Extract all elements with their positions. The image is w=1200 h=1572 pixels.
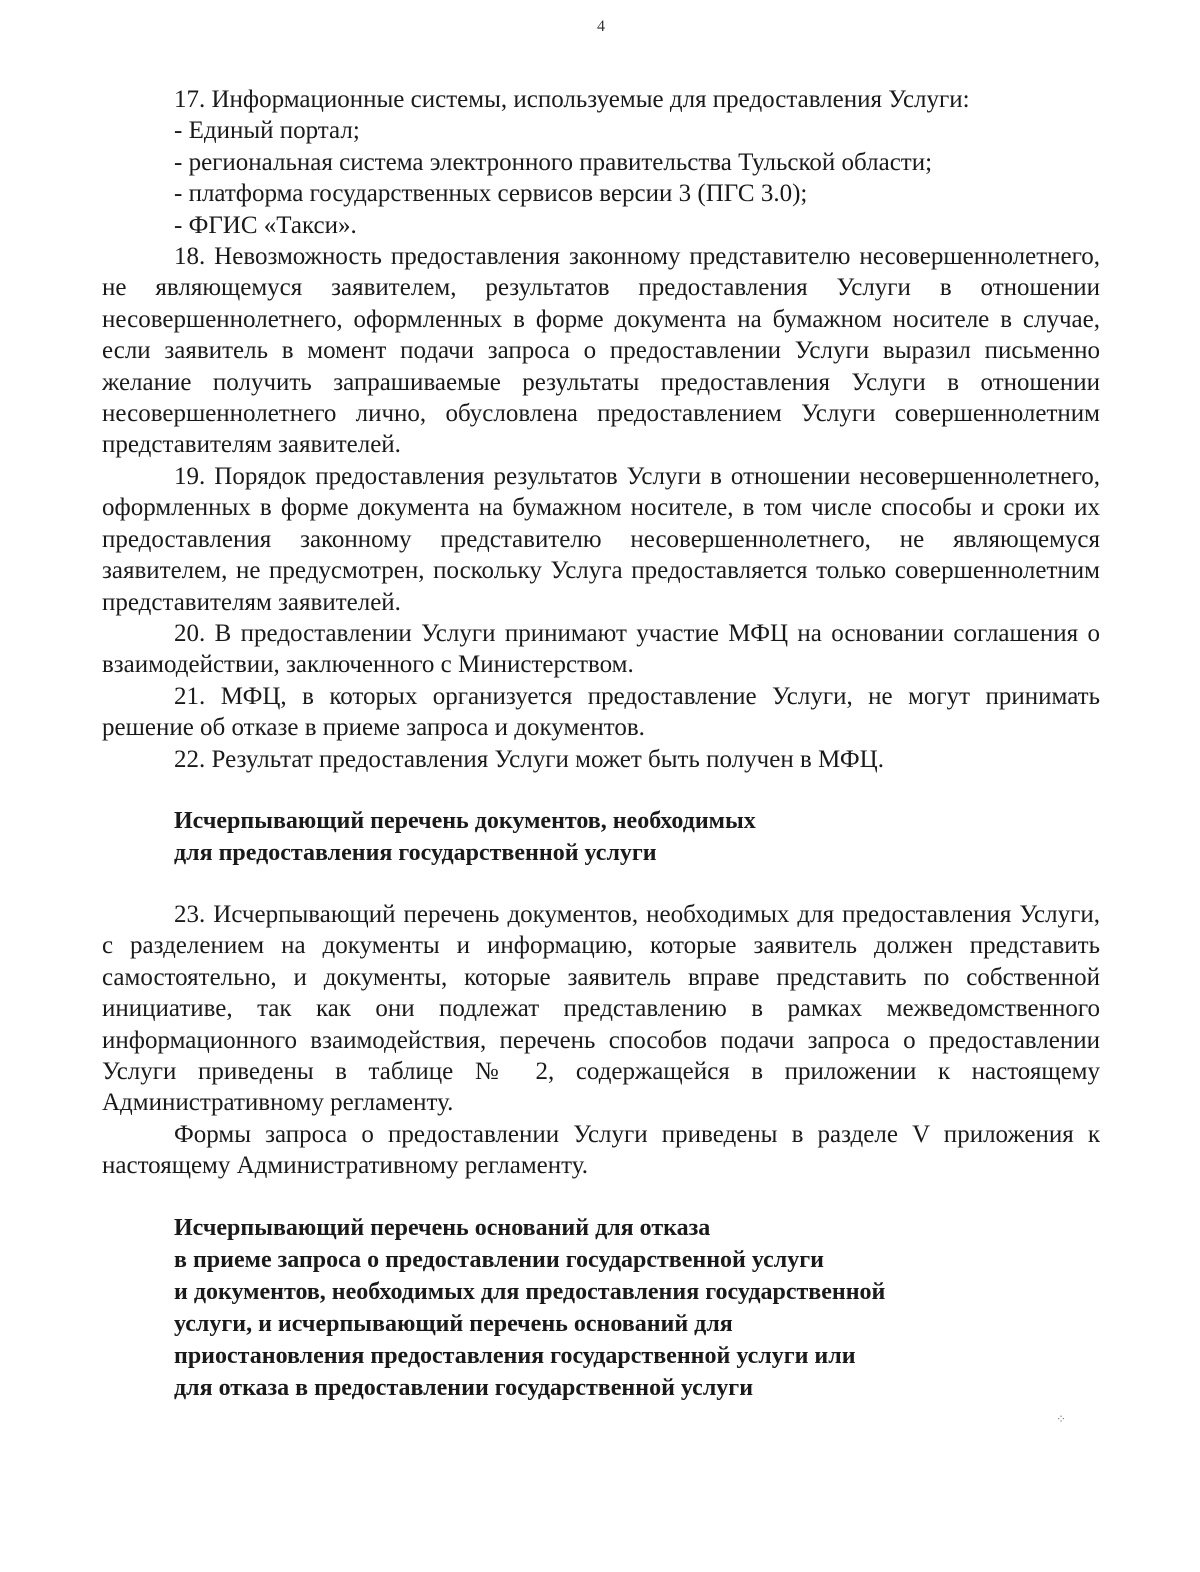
paragraph-22: 22. Результат предоставления Услуги может быть получен в МФЦ. bbox=[174, 745, 884, 773]
list-item: - платформа государственных сервисов версии 3 (ПГС 3.0); bbox=[174, 180, 808, 208]
scan-speck: ⁘ bbox=[1056, 1412, 1067, 1426]
paragraph-20: 20. В предоставлении Услуги принимают участие МФЦ на основании соглашения о взаимодействии, заключенного с Министерством. bbox=[102, 619, 1100, 679]
heading-line: для отказа в предоставлении государственной услуги bbox=[174, 1374, 754, 1401]
document-page bbox=[102, 0, 1100, 1572]
paragraph-17-intro: 17. Информационные системы, используемые для предоставления Услуги: bbox=[174, 86, 970, 113]
list-item: - Единый портал; bbox=[174, 117, 360, 145]
heading-line: Исчерпывающий перечень документов, необходимых bbox=[174, 807, 756, 834]
list-item: - ФГИС «Такси». bbox=[174, 211, 357, 239]
heading-line: услуги, и исчерпывающий перечень оснований для bbox=[174, 1310, 733, 1337]
heading-line: приостановления предоставления государственной услуги или bbox=[174, 1342, 856, 1369]
list-item: - региональная система электронного правительства Тульской области; bbox=[174, 148, 933, 176]
heading-line: в приеме запроса о предоставлении государственной услуги bbox=[174, 1246, 824, 1273]
document-body bbox=[102, 84, 1100, 1404]
heading-line: Исчерпывающий перечень оснований для отказа bbox=[174, 1214, 711, 1241]
paragraph-forms: Формы запроса о предоставлении Услуги приведены в разделе V приложения к настоящему Административному регламенту. bbox=[102, 1120, 1100, 1180]
heading-line: для предоставления государственной услуги bbox=[174, 839, 657, 866]
paragraph-18: 18. Невозможность предоставления законному представителю несовершеннолетнего, не являющемуся заявителем, результатов предоставления Услуги в отношении несовершеннолетнего, оформленных в форме документа на бумажном носителе в случае, если заявитель в момент подачи запроса о предоставлении Услуги выразил письменно желание получить запрашиваемые результаты предоставления Услуги в отношении несовершеннолетнего лично, обусловлена предоставлением Услуги совершеннолетним представителям заявителей. bbox=[102, 243, 1100, 459]
page-number: 4 bbox=[597, 18, 605, 35]
section-heading-documents bbox=[102, 805, 1100, 869]
heading-line: и документов, необходимых для предоставления государственной bbox=[174, 1278, 886, 1305]
paragraph-21: 21. МФЦ, в которых организуется предоставление Услуги, не могут принимать решение об отказе в приеме запроса и документов. bbox=[102, 682, 1100, 742]
section-heading-refusal-grounds bbox=[102, 1212, 1100, 1404]
paragraph-23: 23. Исчерпывающий перечень документов, необходимых для предоставления Услуги, с разделением на документы и информацию, которые заявитель должен представить самостоятельно, и документы, которые заявитель вправе представить по собственной инициативе, так как они подлежат представлению в рамках межведомственного информационного взаимодействия, перечень способов подачи запроса о предоставлении Услуги приведены в таблице № 2, содержащейся в приложении к настоящему Административному регламенту. bbox=[102, 900, 1100, 1117]
paragraph-19: 19. Порядок предоставления результатов Услуги в отношении несовершеннолетнего, оформленных в форме документа на бумажном носителе, в том числе способы и сроки их предоставления законному представителю несовершеннолетнего, не являющемуся заявителем, не предусмотрен, поскольку Услуга предоставляется только совершеннолетним представителям заявителей. bbox=[102, 462, 1100, 616]
